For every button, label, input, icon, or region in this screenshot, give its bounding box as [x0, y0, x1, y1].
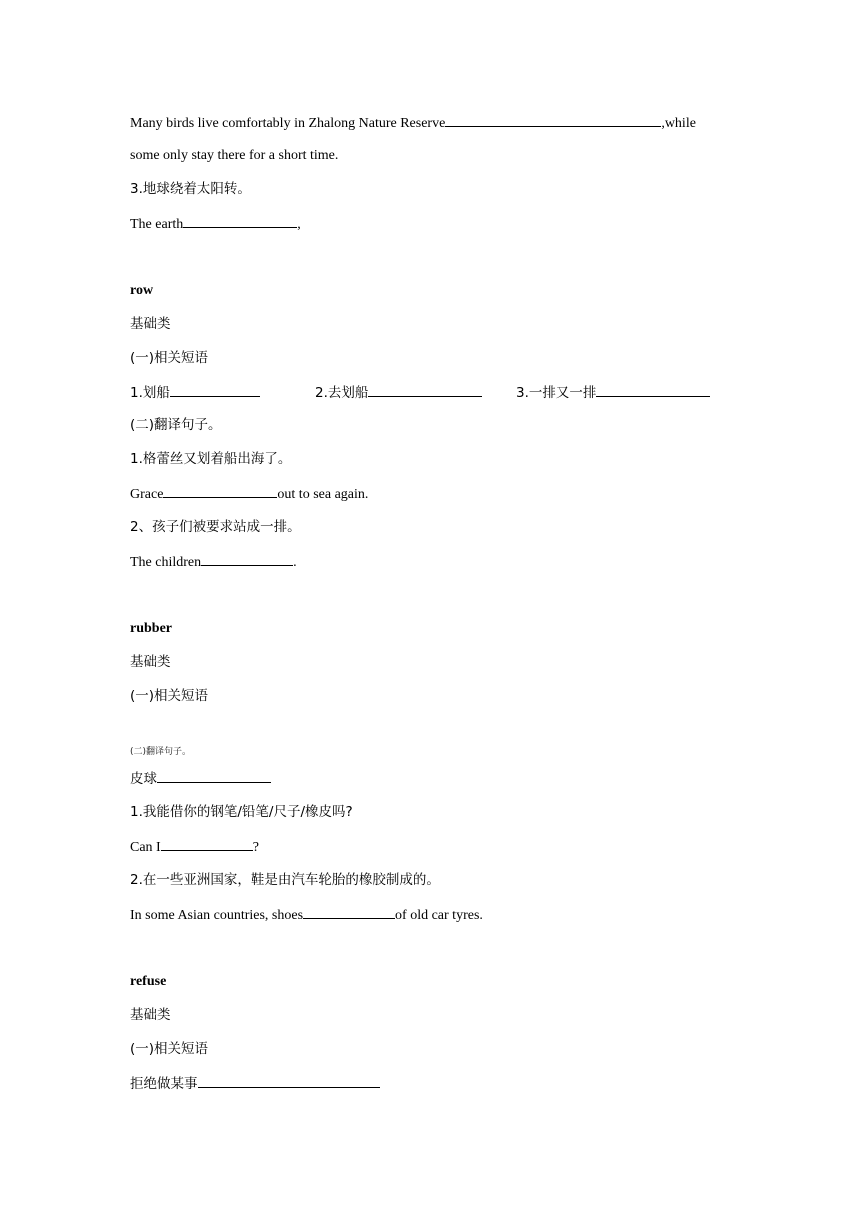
sentence-text: Can I	[130, 840, 161, 855]
sentence-text: ,	[297, 217, 301, 232]
subsection-phrases: (一)相关短语	[130, 350, 209, 366]
phrase-item	[130, 383, 260, 402]
chinese-sentence: 2.在一些亚洲国家，鞋是由汽车轮胎的橡胶制成的。	[130, 872, 440, 888]
sentence-line	[130, 484, 368, 504]
sentence-text: out to sea again.	[277, 487, 369, 502]
sentence-text: ?	[252, 840, 259, 855]
category-label: 基础类	[130, 654, 171, 670]
phrase-item	[130, 769, 271, 788]
chinese-sentence: 1.格蕾丝又划着船出海了。	[130, 451, 292, 467]
answer-blank[interactable]	[170, 383, 260, 397]
sentence-text: of old car tyres.	[395, 908, 483, 923]
chinese-sentence: 2、孩子们被要求站成一排。	[130, 519, 301, 535]
answer-blank[interactable]	[183, 214, 297, 228]
chinese-sentence: 3.地球绕着太阳转。	[130, 181, 251, 197]
answer-blank[interactable]	[201, 552, 293, 566]
phrase-label: 2.去划船	[315, 385, 369, 401]
phrase-label: 1.划船	[130, 385, 170, 401]
sentence-text: Grace	[130, 487, 164, 502]
word-heading-refuse: refuse	[130, 974, 167, 989]
answer-blank[interactable]	[161, 837, 253, 851]
phrase-item	[516, 383, 710, 402]
sentence-text: In some Asian countries, shoes	[130, 908, 304, 923]
sentence-text: Many birds live comfortably in Zhalong Nature Reserve	[130, 116, 446, 131]
phrase-item	[315, 383, 482, 402]
answer-blank[interactable]	[303, 905, 395, 919]
sentence-text: The children	[130, 555, 202, 570]
sentence-line	[130, 552, 297, 572]
sentence-line: some only stay there for a short time.	[130, 148, 339, 163]
answer-blank[interactable]	[157, 769, 271, 783]
category-label: 基础类	[130, 1007, 171, 1023]
chinese-sentence: 1.我能借你的钢笔/铅笔/尺子/橡皮吗?	[130, 804, 353, 820]
sentence-text: ,while	[661, 116, 696, 131]
sentence-line	[130, 905, 483, 925]
sentence-line	[130, 113, 696, 133]
subsection-phrases: (一)相关短语	[130, 688, 209, 704]
sentence-text: .	[293, 555, 297, 570]
answer-blank[interactable]	[368, 383, 482, 397]
sentence-line	[130, 214, 301, 234]
sentence-text: The earth	[130, 217, 184, 232]
subsection-translate-small: (二)翻译句子。	[130, 747, 192, 757]
subsection-phrases: (一)相关短语	[130, 1041, 209, 1057]
answer-blank[interactable]	[445, 113, 661, 127]
sentence-line	[130, 837, 259, 857]
phrase-label: 3.一排又一排	[516, 385, 597, 401]
word-heading-row: row	[130, 283, 154, 298]
answer-blank[interactable]	[163, 484, 277, 498]
answer-blank[interactable]	[596, 383, 710, 397]
word-heading-rubber: rubber	[130, 621, 172, 636]
phrase-item	[130, 1074, 380, 1093]
subsection-translate: (二)翻译句子。	[130, 417, 222, 433]
category-label: 基础类	[130, 316, 171, 332]
phrase-label: 拒绝做某事	[130, 1076, 198, 1092]
answer-blank[interactable]	[198, 1074, 380, 1088]
phrase-label: 皮球	[130, 771, 157, 787]
